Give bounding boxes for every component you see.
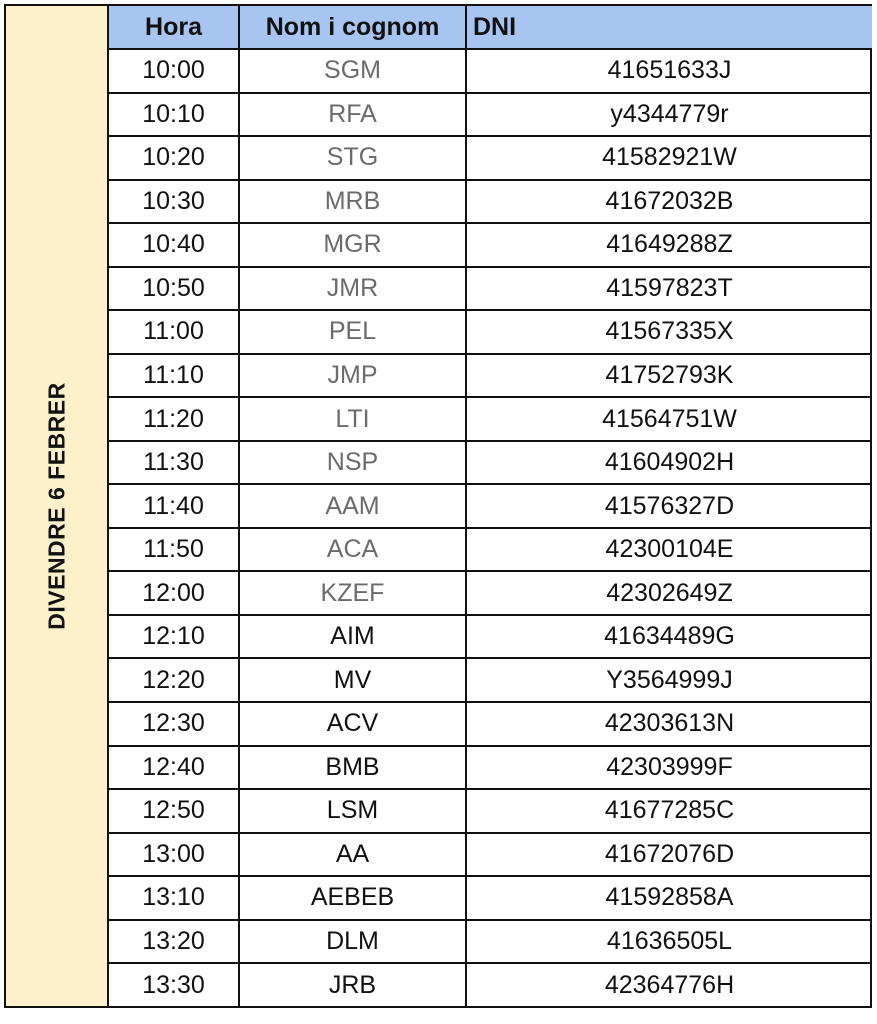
cell-dni: 41576327D (466, 484, 872, 528)
cell-hora: 10:00 (109, 49, 239, 93)
cell-hora: 11:30 (109, 441, 239, 485)
cell-nom: MRB (239, 180, 466, 224)
cell-nom: MV (239, 658, 466, 702)
table-row (109, 528, 872, 572)
cell-hora: 10:40 (109, 223, 239, 267)
cell-dni: 42303999F (466, 746, 872, 790)
cell-hora: 12:20 (109, 658, 239, 702)
cell-nom: ACA (239, 528, 466, 572)
table-row (109, 746, 872, 790)
cell-dni: 41636505L (466, 920, 872, 964)
cell-dni: 42364776H (604, 970, 735, 999)
cell-hora: 13:30 (109, 963, 239, 1006)
cell-nom: AIM (239, 615, 466, 659)
cell-dni: 41634489G (466, 615, 872, 659)
cell-nom: STG (239, 136, 466, 180)
table-row (109, 789, 872, 833)
table-row (109, 920, 872, 964)
table-row (109, 93, 872, 137)
schedule-table (109, 6, 872, 1006)
table-body (109, 49, 872, 1006)
cell-hora: 10:50 (109, 267, 239, 311)
cell-hora: 13:10 (109, 876, 239, 920)
table-row (109, 136, 872, 180)
cell-dni: 41592858A (466, 876, 872, 920)
cell-nom: SGM (239, 49, 466, 93)
cell-nom: ACV (239, 702, 466, 746)
cell-dni: 41582921W (466, 136, 872, 180)
table-row (109, 571, 872, 615)
table-row (109, 441, 872, 485)
table-row (109, 354, 872, 398)
cell-hora: 11:20 (109, 397, 239, 441)
cell-hora: 11:10 (109, 354, 239, 398)
cell-dni: 42300104E (466, 528, 872, 572)
cell-nom: BMB (239, 746, 466, 790)
cell-hora: 10:10 (109, 93, 239, 137)
cell-dni: 41564751W (466, 397, 872, 441)
cell-dni: 42302649Z (466, 571, 872, 615)
cell-dni: 41672032B (466, 180, 872, 224)
cell-nom: LSM (239, 789, 466, 833)
cell-nom: JRB (239, 963, 466, 1006)
cell-nom: NSP (239, 441, 466, 485)
cell-nom: AAM (239, 484, 466, 528)
table-row (109, 49, 872, 93)
cell-dni: 41567335X (466, 310, 872, 354)
cell-nom: PEL (239, 310, 466, 354)
table-row (109, 833, 872, 877)
table-row (109, 484, 872, 528)
cell-hora: 12:40 (109, 746, 239, 790)
table-row (109, 658, 872, 702)
table-row (109, 702, 872, 746)
cell-dni: 42303613N (466, 702, 872, 746)
cell-hora: 11:00 (109, 310, 239, 354)
table-row (109, 310, 872, 354)
cell-dni: 41604902H (466, 441, 872, 485)
cell-nom: DLM (239, 920, 466, 964)
header-dni: DNI (466, 6, 872, 49)
schedule-sheet (4, 4, 872, 1008)
table-row (109, 180, 872, 224)
cell-nom: JMR (239, 267, 466, 311)
cell-nom: AEBEB (239, 876, 466, 920)
cell-dni: 41651633J (466, 49, 872, 93)
cell-hora: 10:30 (109, 180, 239, 224)
header-nom: Nom i cognom (239, 6, 466, 49)
cell-hora: 11:50 (109, 528, 239, 572)
day-label: DIVENDRE 6 FEBRER (43, 382, 69, 630)
cell-nom: JMP (239, 354, 466, 398)
cell-dni: Y3564999J (466, 658, 872, 702)
cell-hora: 13:20 (109, 920, 239, 964)
cell-hora: 10:20 (109, 136, 239, 180)
cell-hora: 12:00 (109, 571, 239, 615)
cell-nom: AA (239, 833, 466, 877)
cell-dni: 41597823T (466, 267, 872, 311)
cell-hora: 12:30 (109, 702, 239, 746)
table-row (109, 267, 872, 311)
cell-hora: 13:00 (109, 833, 239, 877)
cell-hora: 12:10 (109, 615, 239, 659)
cell-dni: 41752793K (466, 354, 872, 398)
cell-nom: RFA (239, 93, 466, 137)
table-row (109, 397, 872, 441)
table-row (109, 223, 872, 267)
cell-dni: 41677285C (466, 789, 872, 833)
header-hora: Hora (109, 6, 239, 49)
header-row (109, 6, 872, 49)
day-column (6, 6, 109, 1006)
cell-dni: 41649288Z (466, 223, 872, 267)
cell-dni: 41672076D (466, 833, 872, 877)
cell-nom: MGR (239, 223, 466, 267)
cell-dni: y4344779r (466, 93, 872, 137)
table-row (109, 876, 872, 920)
cell-nom: LTI (239, 397, 466, 441)
table-row (109, 963, 872, 1006)
cell-hora: 12:50 (109, 789, 239, 833)
table-row (109, 615, 872, 659)
cell-hora: 11:40 (109, 484, 239, 528)
cell-nom: KZEF (239, 571, 466, 615)
